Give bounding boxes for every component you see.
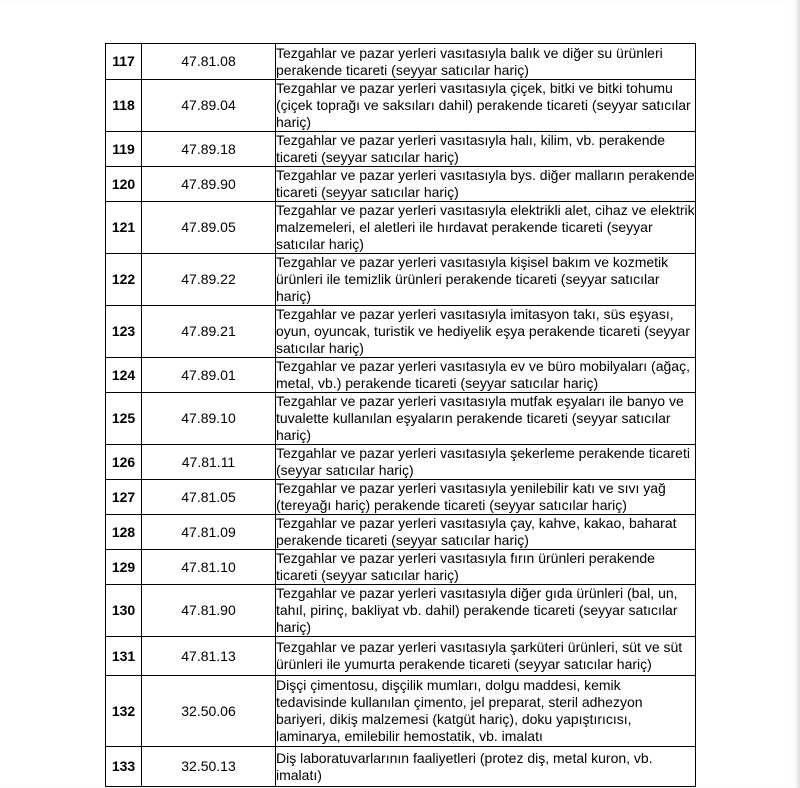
activity-description <box>276 358 696 393</box>
table-row <box>106 550 696 585</box>
activity-description <box>276 80 696 132</box>
activity-description <box>276 747 696 787</box>
row-number: 132 <box>106 676 142 747</box>
row-number: 123 <box>106 306 142 358</box>
row-number: 126 <box>106 445 142 480</box>
activity-code-table <box>105 43 696 787</box>
activity-code: 47.89.10 <box>142 393 276 445</box>
activity-code: 32.50.06 <box>142 676 276 747</box>
row-number: 133 <box>106 747 142 787</box>
table-row <box>106 515 696 550</box>
table-row <box>106 637 696 676</box>
activity-description-text: Tezgahlar ve pazar yerleri vasıtasıyla ev ve büro mobilyaları (ağaç, metal, vb.) perakende ticareti (seyyar satıcılar hariç) <box>276 358 690 391</box>
activity-code: 47.81.05 <box>142 480 276 515</box>
row-number: 117 <box>106 44 142 80</box>
activity-description <box>276 480 696 515</box>
activity-code: 47.81.09 <box>142 515 276 550</box>
table-row <box>106 480 696 515</box>
table-row <box>106 306 696 358</box>
activity-description-text: Tezgahlar ve pazar yerleri vasıtasıyla bys. diğer malların perakende ticareti (seyyar satıcılar hariç) <box>276 167 695 200</box>
row-number: 119 <box>106 132 142 167</box>
table-row <box>106 80 696 132</box>
activity-description-text: Tezgahlar ve pazar yerleri vasıtasıyla yenilebilir katı ve sıvı yağ (tereyağı hariç) perakende ticareti (seyyar satıcılar hariç) <box>276 480 666 513</box>
activity-description <box>276 637 696 676</box>
activity-description-text: Tezgahlar ve pazar yerleri vasıtasıyla mutfak eşyaları ile banyo ve tuvalette kullanılan eşyaların perakende ticareti (seyyar satıcılar hariç) <box>276 393 684 443</box>
activity-description-text: Tezgahlar ve pazar yerleri vasıtasıyla elektrikli alet, cihaz ve elektrik malzemeleri, el aletleri ile hırdavat perakende ticareti (seyyar satıcılar hariç) <box>276 202 695 252</box>
activity-description <box>276 676 696 747</box>
row-number: 129 <box>106 550 142 585</box>
table-row <box>106 747 696 787</box>
row-number: 122 <box>106 254 142 306</box>
activity-code: 47.89.18 <box>142 132 276 167</box>
activity-code: 47.89.04 <box>142 80 276 132</box>
table-row <box>106 358 696 393</box>
activity-description-text: Tezgahlar ve pazar yerleri vasıtasıyla çay, kahve, kakao, baharat perakende ticareti (seyyar satıcılar hariç) <box>276 515 677 548</box>
table-row <box>106 676 696 747</box>
activity-code: 47.89.21 <box>142 306 276 358</box>
activity-code: 47.81.11 <box>142 445 276 480</box>
table-row <box>106 44 696 80</box>
row-number: 130 <box>106 585 142 637</box>
row-number: 118 <box>106 80 142 132</box>
activity-code: 32.50.13 <box>142 747 276 787</box>
activity-description-text: Tezgahlar ve pazar yerleri vasıtasıyla şekerleme perakende ticareti (seyyar satıcılar hariç) <box>276 445 690 478</box>
activity-code: 47.81.13 <box>142 637 276 676</box>
table-row <box>106 254 696 306</box>
activity-description-text: Dişçi çimentosu, dişçilik mumları, dolgu maddesi, kemik tedavisinde kullanılan çimento, jel preparat, steril adhezyon bariyeri, dikiş malzemesi (katgüt hariç), doku yapıştırıcısı, laminarya, emilebilir hemostatik, vb. imalatı <box>276 677 643 744</box>
activity-description-text: Tezgahlar ve pazar yerleri vasıtasıyla çiçek, bitki ve bitki tohumu (çiçek toprağı ve saksıları dahil) perakende ticareti (seyyar satıcılar hariç) <box>276 80 691 130</box>
activity-description-text: Tezgahlar ve pazar yerleri vasıtasıyla balık ve diğer su ürünleri perakende ticareti (seyyar satıcılar hariç) <box>276 44 663 78</box>
activity-description <box>276 132 696 167</box>
table-row <box>106 132 696 167</box>
activity-description-text: Tezgahlar ve pazar yerleri vasıtasıyla şarküteri ürünleri, süt ve süt ürünleri ile yumurta perakende ticareti (seyyar satıcılar hariç) <box>276 639 683 672</box>
activity-description <box>276 585 696 637</box>
activity-description <box>276 44 696 80</box>
table-row <box>106 585 696 637</box>
table-row <box>106 393 696 445</box>
activity-description <box>276 445 696 480</box>
table-row <box>106 202 696 254</box>
row-number: 120 <box>106 167 142 202</box>
activity-code: 47.81.10 <box>142 550 276 585</box>
activity-description-text: Tezgahlar ve pazar yerleri vasıtasıyla halı, kilim, vb. perakende ticareti (seyyar satıcılar hariç) <box>276 132 666 165</box>
activity-code: 47.89.01 <box>142 358 276 393</box>
activity-code: 47.89.90 <box>142 167 276 202</box>
row-number: 124 <box>106 358 142 393</box>
activity-description-text: Tezgahlar ve pazar yerleri vasıtasıyla fırın ürünleri perakende ticareti (seyyar satıcılar hariç) <box>276 550 655 583</box>
table-row <box>106 445 696 480</box>
activity-description <box>276 306 696 358</box>
row-number: 131 <box>106 637 142 676</box>
activity-description-text: Diş laboratuvarlarının faaliyetleri (protez diş, metal kuron, vb. imalatı) <box>276 749 653 783</box>
activity-code: 47.89.22 <box>142 254 276 306</box>
table-row <box>106 167 696 202</box>
activity-description-text: Tezgahlar ve pazar yerleri vasıtasıyla diğer gıda ürünleri (bal, un, tahıl, pirinç, bakliyat vb. dahil) perakende ticareti (seyyar satıcılar hariç) <box>276 585 678 635</box>
activity-description <box>276 254 696 306</box>
activity-description <box>276 202 696 254</box>
activity-description <box>276 393 696 445</box>
activity-description <box>276 167 696 202</box>
row-number: 128 <box>106 515 142 550</box>
activity-description-text: Tezgahlar ve pazar yerleri vasıtasıyla kişisel bakım ve kozmetik ürünleri ile temizlik ürünleri perakende ticareti (seyyar satıcılar hariç) <box>276 254 669 304</box>
row-number: 121 <box>106 202 142 254</box>
activity-code: 47.81.08 <box>142 44 276 80</box>
activity-description <box>276 515 696 550</box>
activity-code: 47.81.90 <box>142 585 276 637</box>
activity-description <box>276 550 696 585</box>
activity-code: 47.89.05 <box>142 202 276 254</box>
row-number: 127 <box>106 480 142 515</box>
activity-description-text: Tezgahlar ve pazar yerleri vasıtasıyla imitasyon takı, süs eşyası, oyun, oyuncak, turistik ve hediyelik eşya perakende ticareti (seyyar satıcılar hariç) <box>276 306 690 356</box>
row-number: 125 <box>106 393 142 445</box>
